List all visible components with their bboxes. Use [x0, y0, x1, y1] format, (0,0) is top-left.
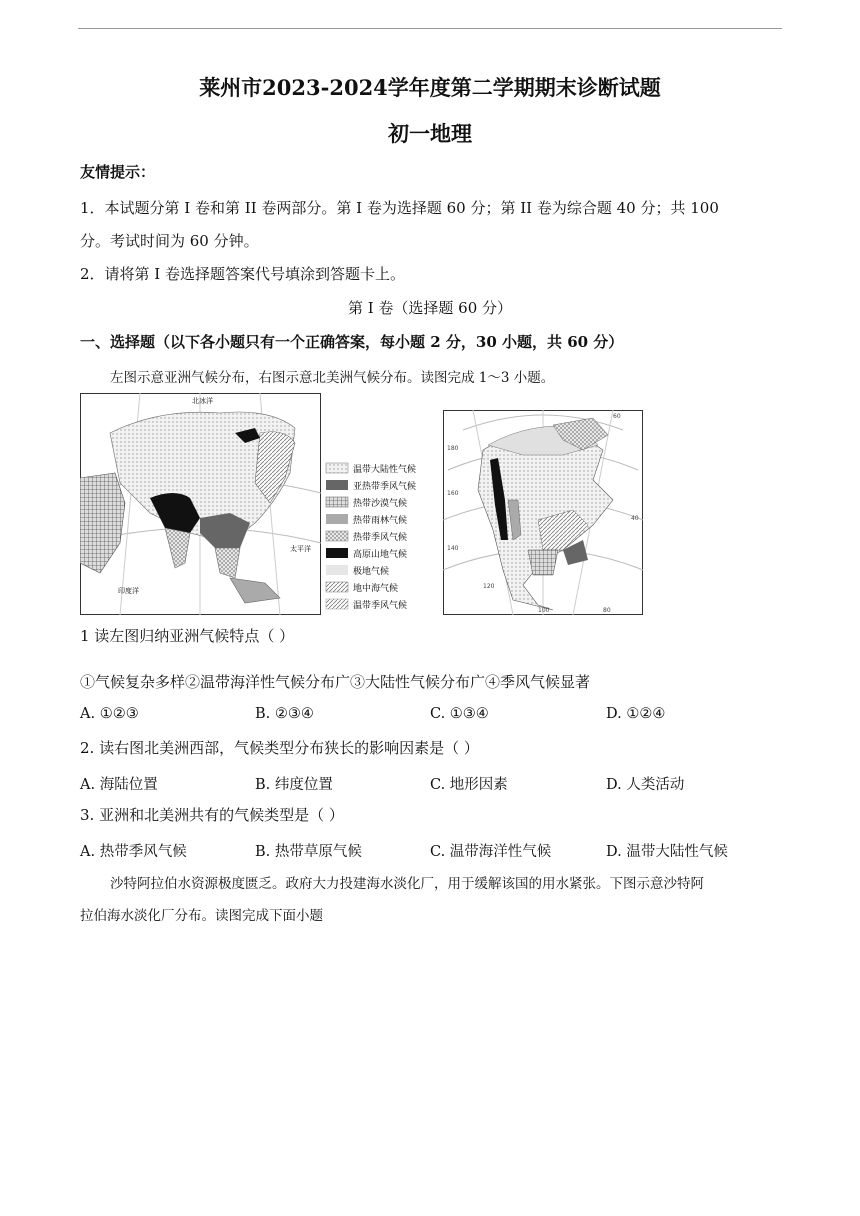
q1-option-b[interactable]: B. ②③④ — [255, 706, 314, 722]
passage-line-2: 拉伯海水淡化厂分布。读图完成下面小题 — [80, 908, 323, 924]
legend-label: 地中海气候 — [353, 584, 399, 594]
legend-swatch-7 — [326, 565, 348, 575]
na-tick-60: 60 — [613, 413, 621, 420]
legend-label: 热带沙漠气候 — [353, 499, 408, 509]
legend-label: 极地气候 — [353, 567, 390, 577]
top-rule — [78, 28, 782, 29]
notes-heading: 友情提示： — [80, 163, 156, 181]
legend-label: 热带雨林气候 — [353, 516, 408, 526]
legend-label: 亚热带季风气候 — [353, 482, 417, 492]
na-tick-160: 160 — [447, 490, 459, 497]
page-subtitle: 初一地理 — [388, 121, 472, 146]
q2-option-c[interactable]: C. 地形因素 — [430, 777, 508, 793]
part-title: 一、选择题（以下各小题只有一个正确答案，每小题 2 分，30 小题，共 60 分） — [80, 333, 624, 351]
q1-option-a[interactable]: A. ①②③ — [80, 706, 139, 722]
question-1-stem: 1 读左图归纳亚洲气候特点（ ） — [80, 627, 295, 645]
volume-title: 第 I 卷（选择题 60 分） — [347, 299, 513, 317]
legend-swatch-3 — [326, 497, 348, 507]
legend-swatch-4 — [326, 514, 348, 524]
question-1-items: ①气候复杂多样②温带海洋性气候分布广③大陆性气候分布广④季风气候显著 — [80, 673, 591, 691]
asia-label-indian: 印度洋 — [118, 587, 139, 595]
q2-option-b[interactable]: B. 纬度位置 — [255, 777, 333, 793]
na-tick-120: 120 — [483, 583, 495, 590]
legend-label: 温带季风气候 — [353, 601, 408, 611]
na-tick-80: 80 — [603, 607, 611, 614]
legend-label: 温带大陆性气候 — [353, 465, 417, 475]
q1-option-c[interactable]: C. ①③④ — [430, 706, 489, 722]
q2-option-d[interactable]: D. 人类活动 — [606, 777, 685, 793]
asia-climate-map — [80, 393, 321, 615]
notes-line-1a: 1．本试题分第 I 卷和第 II 卷两部分。第 I 卷为选择题 60 分；第 II 卷为综合题 40 分；共 100 — [80, 199, 719, 217]
passage-line-1: 沙特阿拉伯水资源极度匮乏。政府大力投建海水淡化厂，用于缓解该国的用水紧张。下图示意沙特阿 — [110, 876, 704, 892]
q3-option-b[interactable]: B. 热带草原气候 — [255, 844, 362, 860]
q1-option-d[interactable]: D. ①②④ — [606, 706, 666, 722]
na-tick-180: 180 — [447, 445, 459, 452]
na-tick-100: 100 — [538, 607, 550, 614]
section-intro: 左图示意亚洲气候分布，右图示意北美洲气候分布。读图完成 1～3 小题。 — [110, 370, 555, 386]
notes-line-1b: 分。考试时间为 60 分钟。 — [80, 232, 259, 250]
legend-swatch-2 — [326, 480, 348, 490]
question-3-stem: 3. 亚洲和北美洲共有的气候类型是（ ） — [80, 806, 344, 824]
question-2-stem: 2. 读右图北美洲西部，气候类型分布狭长的影响因素是（ ） — [80, 739, 479, 757]
na-tick-140: 140 — [447, 545, 459, 552]
legend-swatch-6 — [326, 548, 348, 558]
asia-label-pacific: 太平洋 — [290, 545, 311, 553]
legend-swatch-1 — [326, 463, 348, 473]
q3-option-a[interactable]: A. 热带季风气候 — [80, 844, 187, 860]
q3-option-c[interactable]: C. 温带海洋性气候 — [430, 844, 552, 860]
q2-option-a[interactable]: A. 海陆位置 — [80, 777, 158, 793]
na-tick-40: 40 — [631, 515, 639, 522]
north-america-climate-map — [443, 410, 643, 615]
notes-line-2: 2．请将第 I 卷选择题答案代号填涂到答题卡上。 — [80, 265, 406, 283]
legend-swatch-9 — [326, 599, 348, 609]
asia-label-arctic: 北冰洋 — [192, 397, 213, 405]
q3-option-d[interactable]: D. 温带大陆性气候 — [606, 844, 728, 860]
legend-label: 热带季风气候 — [353, 533, 408, 543]
legend-swatch-8 — [326, 582, 348, 592]
climate-legend — [325, 460, 435, 612]
page-title: 莱州市2023-2024学年度第二学期期末诊断试题 — [199, 75, 661, 100]
legend-swatch-5 — [326, 531, 348, 541]
legend-label: 高原山地气候 — [353, 550, 408, 560]
